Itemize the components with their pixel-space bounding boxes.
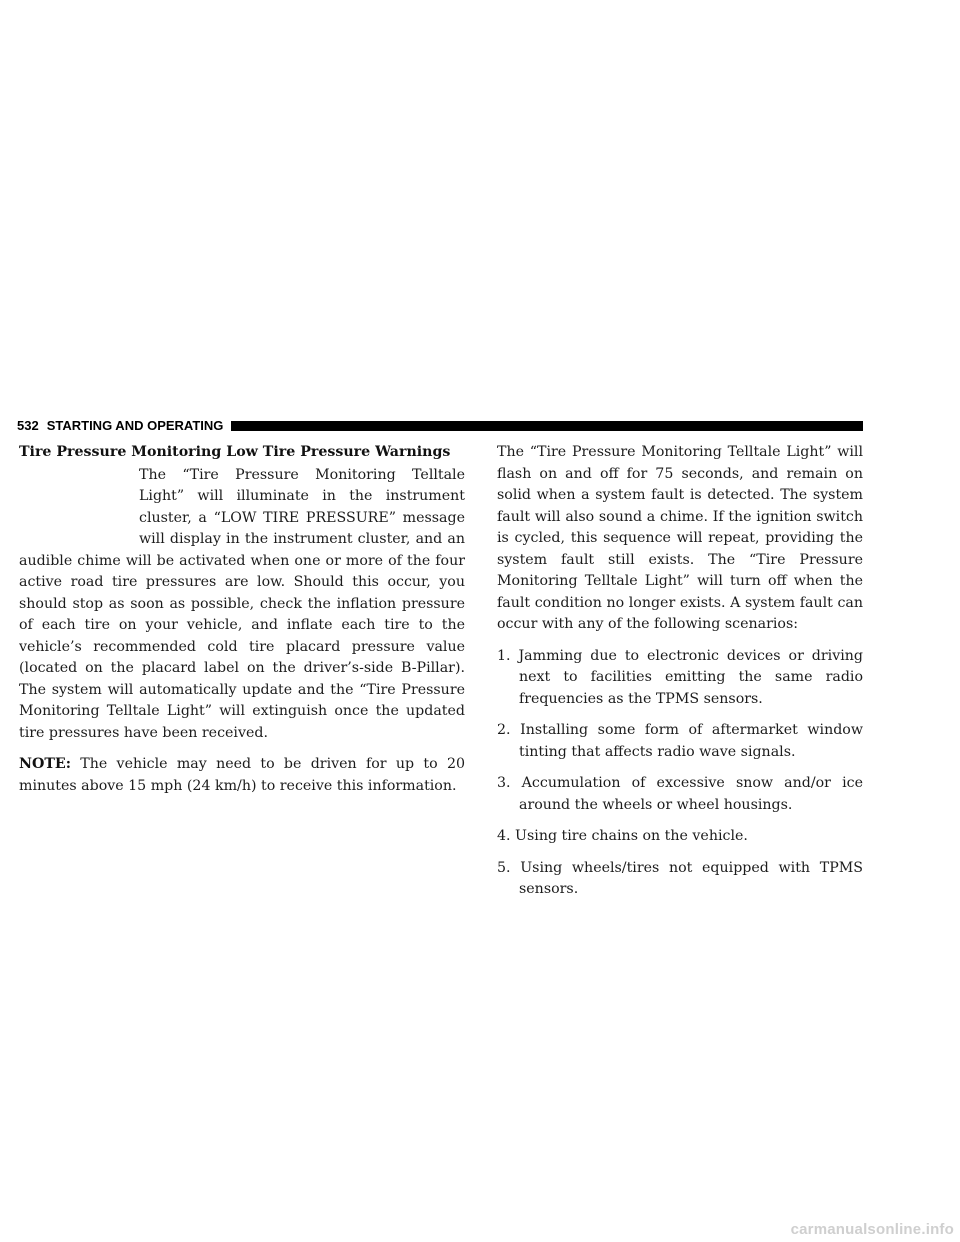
watermark-logo: carmanualsonline.info bbox=[790, 1221, 954, 1238]
list-item: 2. Installing some form of aftermarket window tinting that affects radio wave signals. bbox=[497, 722, 863, 760]
list-item: 3. Accumulation of excessive snow and/or ice around the wheels or wheel housings. bbox=[497, 775, 863, 813]
note-label: NOTE: bbox=[19, 756, 71, 772]
section-heading: Tire Pressure Monitoring Low Tire Pressure Warnings bbox=[19, 444, 451, 460]
page-header bbox=[17, 419, 863, 433]
note-text: The vehicle may need to be driven for up to 20 minutes above 15 mph (24 km/h) to receive this information. bbox=[19, 756, 465, 794]
right-column bbox=[497, 442, 863, 911]
intro-paragraph: The “Tire Pressure Monitoring Telltale Light” will illuminate in the instrument cluster, a “LOW TIRE PRESSURE” message will display in the instrument cluster, and an audible chime will be activated when one or more of the four active road tire pressures are low. Should this occur, you should stop as soon as possible, check the inflation pressure of each tire on your vehicle, and inflate each tire to the vehicle’s recommended cold tire placard pressure value (located on the placard label on the driver’s-side B-Pillar). The system will automatically update and the “Tire Pressure Monitoring Telltale Light” will extinguish once the updated tire pressures have been received. bbox=[19, 466, 465, 741]
section-title: STARTING AND OPERATING bbox=[46, 418, 224, 433]
page-number: 532 bbox=[17, 418, 39, 433]
note-paragraph bbox=[19, 754, 465, 797]
left-column bbox=[19, 442, 465, 807]
telltale-icon-placeholder bbox=[19, 465, 139, 551]
scenario-list bbox=[497, 646, 863, 901]
list-item: 5. Using wheels/tires not equipped with TPMS sensors. bbox=[497, 859, 863, 897]
header-rule bbox=[231, 421, 863, 431]
list-item: 4. Using tire chains on the vehicle. bbox=[497, 828, 748, 844]
intro-block bbox=[19, 465, 465, 755]
fault-paragraph: The “Tire Pressure Monitoring Telltale Light” will flash on and off for 75 seconds, and remain on solid when a system fault is detected. The system fault will also sound a chime. If the ignition switch is cycled, this sequence will repeat, providing the system fault still exists. The “Tire Pressure Monitoring Telltale Light” will turn off when the fault condition no longer exists. A system fault can occur with any of the following scenarios: bbox=[497, 444, 863, 632]
list-item: 1. Jamming due to electronic devices or driving next to facilities emitting the same radio frequencies as the TPMS sensors. bbox=[497, 647, 863, 707]
